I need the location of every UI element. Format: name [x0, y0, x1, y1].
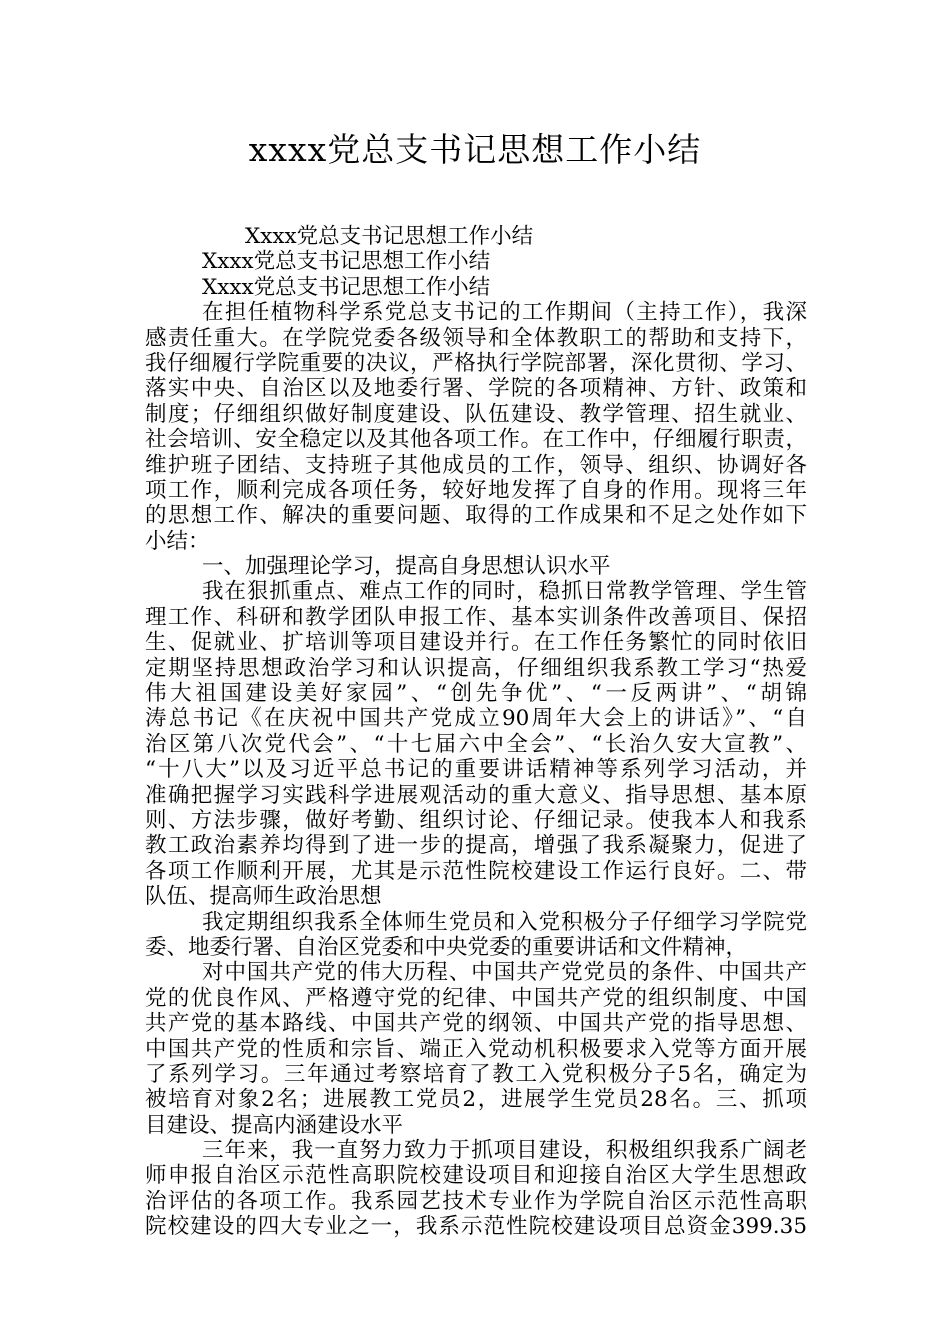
body-line: 社会培训、安全稳定以及其他各项工作。在工作中，仔细履行职责， — [145, 427, 807, 453]
body-line: 我在狠抓重点、难点工作的同时，稳抓日常教学管理、学生管 — [202, 579, 807, 605]
body-line: 涛总书记《在庆祝中国共产党成立90周年大会上的讲话》”、“自 — [145, 706, 807, 732]
body-line: 目建设、提高内涵建设水平 — [145, 1112, 404, 1138]
body-line: 各项工作顺利开展，尤其是示范性院校建设工作运行良好。二、带 — [145, 858, 807, 884]
body-line: 伟大祖国建设美好家园”、“创先争优”、“一反两讲”、“胡锦 — [145, 681, 807, 707]
body-line: 理工作、科研和教学团队申报工作、基本实训条件改善项目、保招 — [145, 604, 807, 630]
body-line: 我定期组织我系全体师生党员和入党积极分子仔细学习学院党 — [202, 909, 807, 935]
body-line: Xxxx党总支书记思想工作小结 — [202, 274, 491, 300]
document-title: xxxx党总支书记思想工作小结 — [248, 130, 702, 169]
body-line: 的思想工作、解决的重要问题、取得的工作成果和不足之处作如下 — [145, 503, 807, 529]
body-line: 治评估的各项工作。我系园艺技术专业作为学院自治区示范性高职 — [145, 1188, 807, 1214]
body-line: 院校建设的四大专业之一，我系示范性院校建设项目总资金399.35 — [145, 1214, 807, 1240]
body-line: 感责任重大。在学院党委各级领导和全体教职工的帮助和支持下， — [145, 325, 807, 351]
body-line: 维护班子团结、支持班子其他成员的工作，领导、组织、协调好各 — [145, 452, 807, 478]
body-line: 落实中央、自治区以及地委行署、学院的各项精神、方针、政策和 — [145, 376, 807, 402]
body-line: 则、方法步骤，做好考勤、组织讨论、仔细记录。使我本人和我系 — [145, 807, 807, 833]
body-line: 小结： — [145, 528, 210, 554]
body-line: 队伍、提高师生政治思想 — [145, 884, 382, 910]
body-line: 项工作，顺利完成各项任务，较好地发挥了自身的作用。现将三年 — [145, 477, 807, 503]
body-line: 了系列学习。三年通过考察培育了教工入党积极分子5名，确定为 — [145, 1061, 807, 1087]
body-line: 党的优良作风、严格遵守党的纪律、中国共产党的组织制度、中国 — [145, 985, 807, 1011]
body-line: 被培育对象2名；进展教工党员2，进展学生党员28名。三、抓项 — [145, 1087, 807, 1113]
body-line: 中国共产党的性质和宗旨、端正入党动机积极要求入党等方面开展 — [145, 1036, 807, 1062]
section-heading: 一、加强理论学习，提高自身思想认识水平 — [202, 554, 611, 580]
body-line: 我仔细履行学院重要的决议，严格执行学院部署，深化贯彻、学习、 — [145, 350, 807, 376]
document-body — [145, 224, 807, 1240]
body-line: Xxxx党总支书记思想工作小结 — [202, 249, 491, 275]
body-line: 三年来，我一直努力致力于抓项目建设，积极组织我系广阔老 — [202, 1138, 807, 1164]
body-line: 师申报自治区示范性高职院校建设项目和迎接自治区大学生思想政 — [145, 1163, 807, 1189]
body-line: Xxxx党总支书记思想工作小结 — [245, 224, 534, 249]
body-line: 共产党的基本路线、中国共产党的纲领、中国共产党的指导思想、 — [145, 1011, 807, 1037]
body-line: 制度；仔细组织做好制度建设、队伍建设、教学管理、招生就业、 — [145, 401, 807, 427]
body-line: 定期坚持思想政治学习和认识提高，仔细组织我系教工学习“热爱 — [145, 655, 807, 681]
body-line: 对中国共产党的伟大历程、中国共产党党员的条件、中国共产 — [202, 960, 807, 986]
body-line: 准确把握学习实践科学进展观活动的重大意义、指导思想、基本原 — [145, 782, 807, 808]
body-line: 在担任植物科学系党总支书记的工作期间（主持工作），我深 — [202, 300, 807, 326]
body-line: 教工政治素养均得到了进一步的提高，增强了我系凝聚力，促进了 — [145, 833, 807, 859]
body-line: 委、地委行署、自治区党委和中央党委的重要讲话和文件精神， — [145, 934, 748, 960]
body-line: “十八大”以及习近平总书记的重要讲话精神等系列学习活动，并 — [145, 757, 807, 783]
body-line: 治区第八次党代会”、“十七届六中全会”、“长治久安大宣教”、 — [145, 731, 807, 757]
body-line: 生、促就业、扩培训等项目建设并行。在工作任务繁忙的同时依旧 — [145, 630, 807, 656]
